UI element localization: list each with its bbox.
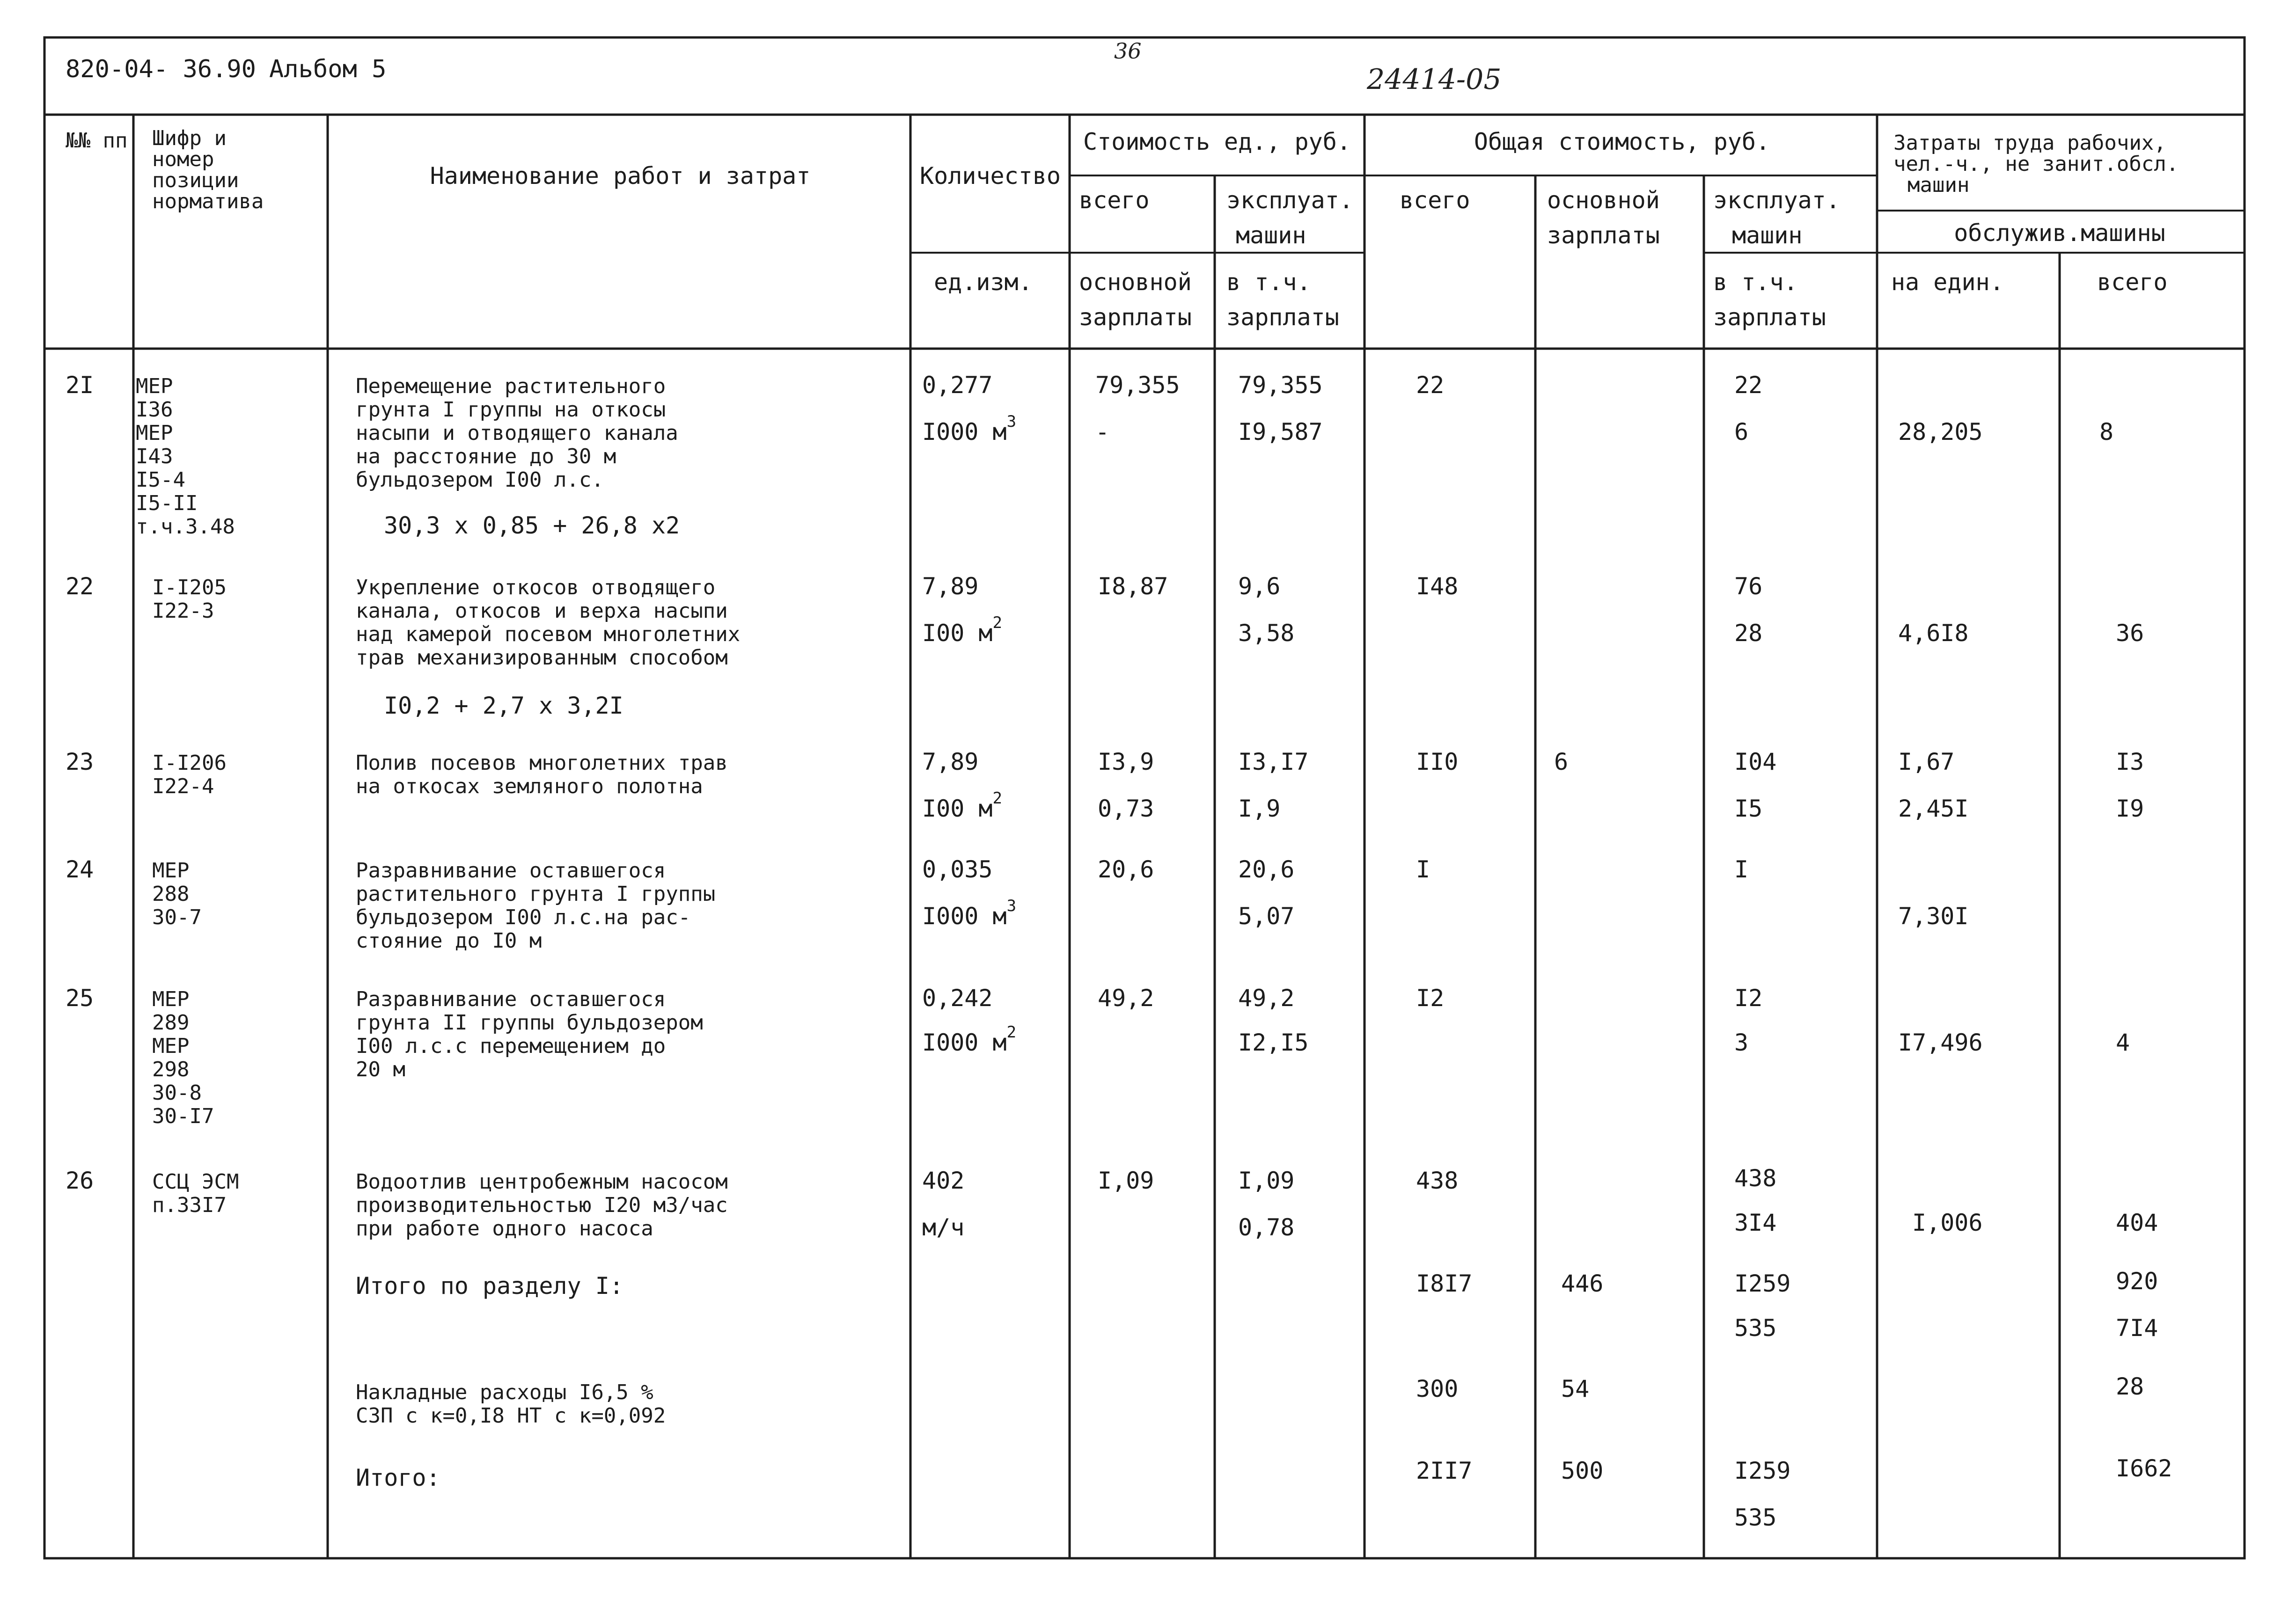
col-total-wage-header-2: зарплаты [1547,222,1660,249]
row-labor-total: 404 [2116,1209,2158,1236]
row-name-line: Разравнивание оставшегося [356,859,666,883]
row-name-line: Укрепление откосов отводящего [356,576,716,599]
row-unit-machine-sub: I2,I5 [1238,1029,1309,1056]
row-labor-unit-2: 2,45I [1898,795,1969,822]
row-total-machine: 76 [1734,573,1763,600]
row-code-line: т.ч.3.48 [136,515,235,539]
table-row [66,985,2130,1128]
row-name-line: насыпи и отводящего канала [356,421,678,445]
row-code-line: I22-4 [152,774,214,798]
col-num-header: №№ пп [66,129,128,153]
col-labor-unit-header: на един. [1891,269,2004,296]
row-unit-total: 79,355 [1095,372,1180,399]
row-code-line: МЕР [152,859,190,883]
row-code-line: 30-I7 [152,1104,214,1128]
row-name-line: на расстояние до 30 м [356,445,616,468]
row-labor-total: I3 [2116,748,2144,775]
row-qty: 0,242 [922,985,993,1012]
col-unit-machine-header-2: машин [1236,222,1306,249]
col-name-header: Наименование работ и затрат [430,162,811,190]
col-labor-total-header: всего [2097,269,2168,296]
row-unit: I000 $м^2$ [922,1023,1017,1056]
overhead-label-1: Накладные расходы I6,5 % [356,1380,653,1404]
row-total-machine-sub: 6 [1734,418,1749,445]
overhead-amount: 300 [1416,1375,1459,1402]
row-labor-unit: 7,30I [1898,903,1969,930]
table-row [66,372,2113,539]
row-code-line: I43 [136,445,173,468]
row-unit-total: 20,6 [1098,856,1154,883]
row-unit-total: I,09 [1098,1167,1154,1194]
row-total: II0 [1416,748,1459,775]
row-unit-machine-sub: 0,78 [1238,1214,1295,1241]
row-unit-machine-sub: I,9 [1238,795,1281,822]
col-unit-machine-sub-2: зарплаты [1226,304,1339,331]
row-name-line: трав механизированным способом [356,646,728,670]
row-code-line: МЕР [136,421,173,445]
row-name-line: Разравнивание оставшегося [356,987,666,1011]
row-code-line: ССЦ ЭСМ [152,1170,239,1194]
row-formula: 30,3 x 0,85 + 26,8 x2 [384,512,680,539]
col-unit-total-sub-2: зарплаты [1079,304,1192,331]
row-qty: 402 [922,1167,965,1194]
row-code-line: I36 [136,398,173,422]
row-name-line: I00 л.с.с перемещением до [356,1034,666,1058]
row-labor-total: 8 [2099,418,2114,445]
col-unit-cost-header: Стоимость ед., руб. [1083,128,1351,155]
row-unit-total: 49,2 [1098,985,1154,1012]
grand-total-label: Итого: [356,1464,440,1491]
row-unit-machine-sub: I9,587 [1238,418,1323,445]
row-name-line: при работе одного насоса [356,1217,653,1241]
col-labor-header-2: чел.-ч., не занит.обсл. [1893,152,2179,176]
row-code-line: I5-4 [136,468,185,492]
row-total-machine: I04 [1734,748,1777,775]
row-unit-total-sub: 0,73 [1098,795,1154,822]
row-total: I [1416,856,1430,883]
row-code-line: 298 [152,1058,190,1081]
table-row [66,748,2144,822]
document-code: 820-04- 36.90 [66,55,256,83]
row-total-machine: I [1734,856,1749,883]
row-code-line: I22-3 [152,599,214,623]
row-num: 26 [66,1167,94,1194]
row-labor-unit: 4,6I8 [1898,620,1969,647]
row-name-line: Водоотлив центробежным насосом [356,1170,728,1194]
row-name-line: Перемещение растительного [356,374,666,398]
row-labor-unit: I7,496 [1898,1029,1983,1056]
overhead-wage: 54 [1561,1375,1590,1402]
col-total-all-header: всего [1400,187,1470,214]
row-unit-total: I3,9 [1098,748,1154,775]
grand-total-machine: I259 [1734,1457,1791,1484]
row-unit: I00 $м^2$ [922,613,1002,647]
section-total-amount: I8I7 [1416,1270,1473,1297]
row-name-line: стояние до I0 м [356,929,542,953]
page-number: 36 [1114,38,1142,64]
overhead-label-2: СЗП с к=0,I8 НТ с к=0,092 [356,1404,666,1428]
row-code-line: МЕР [136,374,173,398]
col-labor-sub-header: обслужив.машины [1954,219,2165,247]
section-total-machine: I259 [1734,1270,1791,1297]
col-code-header-4: норматива [152,190,264,213]
col-total-machine-header-1: эксплуат. [1713,187,1840,214]
row-qty: 7,89 [922,573,979,600]
overhead-row [356,1373,2144,1428]
row-code-line: I-I205 [152,576,227,599]
row-unit-machine: 9,6 [1238,573,1281,600]
col-total-machine-sub-2: зарплаты [1713,304,1826,331]
column-headers [66,126,2179,331]
overhead-labor: 28 [2116,1373,2144,1400]
row-unit-machine: 20,6 [1238,856,1295,883]
col-code-header-2: номер [152,147,214,171]
grand-total-machine-sub: 535 [1734,1504,1777,1531]
row-unit: I000 $м^3$ [922,897,1017,930]
row-name-line: над камерой посевом многолетних [356,622,741,646]
col-code-header-1: Шифр и [152,126,227,150]
row-qty: 0,035 [922,856,993,883]
row-code-line: МЕР [152,1034,190,1058]
table-row [66,856,1969,953]
col-qty-unit-header: ед.изм. [934,269,1033,296]
row-total-machine-sub: I5 [1734,795,1763,822]
row-total: 438 [1416,1167,1459,1194]
row-code-line: I5-II [136,491,198,515]
col-total-machine-header-2: машин [1732,222,1803,249]
grand-total-wage: 500 [1561,1457,1604,1484]
col-labor-header-3: машин [1907,173,1970,197]
row-unit: м/ч [922,1214,965,1241]
row-unit-machine: 49,2 [1238,985,1295,1012]
handwritten-reference: 24414-05 [1367,63,1502,96]
row-num: 23 [66,748,94,775]
row-name-line: растительного грунта I группы [356,882,716,906]
section-total-label: Итого по разделу I: [356,1272,624,1299]
row-unit-machine-sub: 5,07 [1238,903,1295,930]
section-total-labor: 920 [2116,1268,2158,1295]
row-name-line: грунта I группы на откосы [356,398,666,422]
row-name-line: канала, откосов и верха насыпи [356,599,728,623]
row-code-line: МЕР [152,987,190,1011]
row-total: I48 [1416,573,1459,600]
row-qty: 7,89 [922,748,979,775]
grand-total-labor: I662 [2116,1455,2172,1482]
col-code-header-3: позиции [152,168,239,192]
row-code-line: 289 [152,1011,190,1035]
grand-total-row [356,1455,2172,1531]
row-total: 22 [1416,372,1445,399]
row-code-line: 30-7 [152,905,202,929]
row-name-line: Полив посевов многолетних трав [356,751,728,775]
section-total-wage: 446 [1561,1270,1604,1297]
row-formula: I0,2 + 2,7 x 3,2I [384,692,624,719]
row-name-line: бульдозером I00 л.с. [356,468,604,492]
row-unit-machine-sub: 3,58 [1238,620,1295,647]
album-label: Альбом 5 [269,55,387,83]
row-num: 2I [66,372,94,399]
section-total-row [356,1268,2158,1342]
row-unit-machine: I3,I7 [1238,748,1309,775]
section-total-machine-sub: 535 [1734,1314,1777,1342]
col-total-cost-header: Общая стоимость, руб. [1474,128,1770,155]
row-total-machine-sub: 3I4 [1734,1209,1777,1236]
row-labor-unit: 28,205 [1898,418,1983,445]
row-total-machine-sub: 28 [1734,620,1763,647]
row-labor-total-2: I9 [2116,795,2144,822]
row-code-line: I-I206 [152,751,227,775]
row-code-line: 30-8 [152,1081,202,1105]
row-total-machine: 22 [1734,372,1763,399]
row-unit: I00 $м^2$ [922,789,1002,822]
col-labor-header-1: Затраты труда рабочих, [1893,131,2166,155]
grand-total-amount: 2II7 [1416,1457,1473,1484]
row-name-line: 20 м [356,1058,405,1081]
row-unit: I000 $м^3$ [922,412,1017,445]
row-name-line: бульдозером I00 л.с.на рас- [356,905,691,929]
row-total-wage: 6 [1554,748,1569,775]
row-unit-machine: I,09 [1238,1167,1295,1194]
col-unit-machine-header-1: эксплуат. [1226,187,1353,214]
row-code-line: 288 [152,882,190,906]
col-total-machine-sub-1: в т.ч. [1713,269,1798,296]
col-total-wage-header-1: основной [1547,187,1660,214]
row-labor-unit: I,67 [1898,748,1955,775]
row-labor-unit: I,006 [1912,1209,1983,1236]
col-qty-header: Количество [920,162,1061,190]
row-labor-total: 4 [2116,1029,2130,1056]
table-row [66,1165,2158,1241]
row-num: 24 [66,856,94,883]
row-qty: 0,277 [922,372,993,399]
row-total-machine: I2 [1734,985,1763,1012]
row-code-line: п.33I7 [152,1193,227,1217]
row-name-line: грунта II группы бульдозером [356,1011,703,1035]
col-unit-total-sub-1: основной [1079,269,1192,296]
row-total-machine: 438 [1734,1165,1777,1192]
row-labor-total: 36 [2116,620,2144,647]
row-num: 22 [66,573,94,600]
col-unit-machine-sub-1: в т.ч. [1226,269,1311,296]
row-name-line: производительностью I20 м3/час [356,1193,728,1217]
table-row [66,573,2144,719]
row-num: 25 [66,985,94,1012]
section-total-labor-2: 7I4 [2116,1314,2158,1342]
col-unit-total-header: всего [1079,187,1150,214]
row-total-machine-sub: 3 [1734,1029,1749,1056]
row-unit-machine: 79,355 [1238,372,1323,399]
row-name-line: на откосах земляного полотна [356,774,703,798]
row-total: I2 [1416,985,1445,1012]
row-unit-total: I8,87 [1098,573,1168,600]
row-unit-total-sub: - [1095,418,1110,445]
